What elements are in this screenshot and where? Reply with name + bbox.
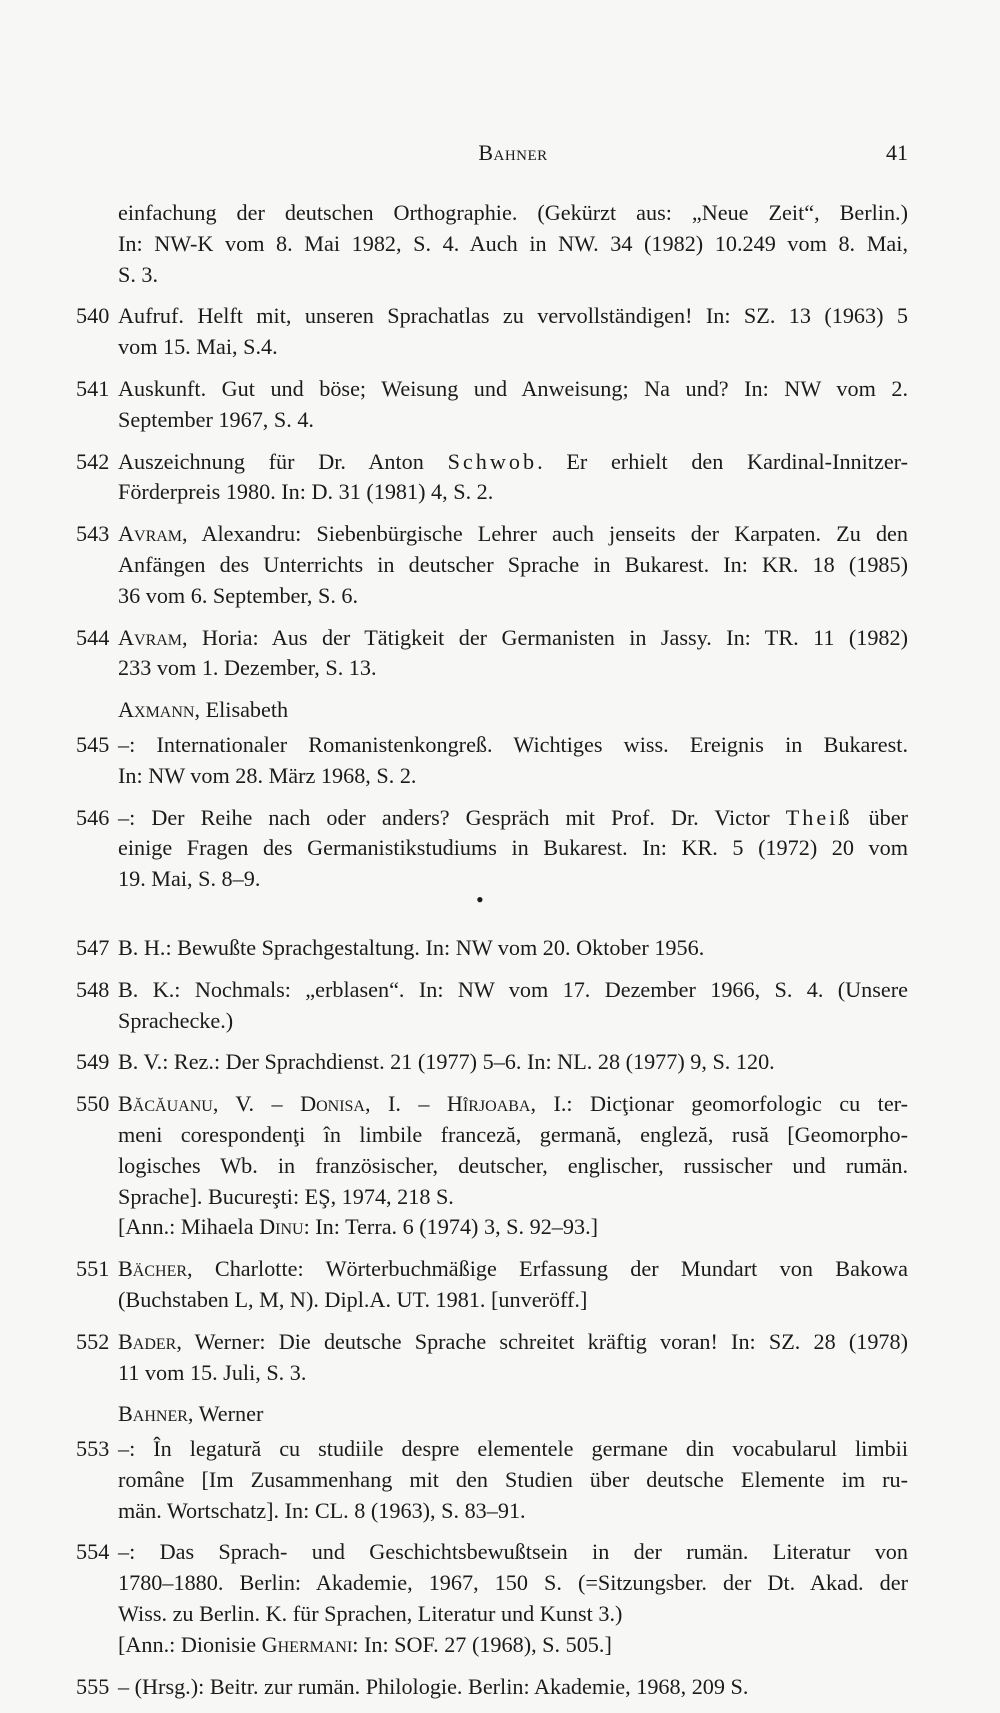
author-firstname: , Werner xyxy=(187,1401,264,1427)
annotation-line xyxy=(118,1212,908,1243)
bibliography-list xyxy=(76,198,908,1713)
entry-551 xyxy=(76,1254,908,1316)
author-name: Băcăuanu xyxy=(118,1091,213,1117)
entry-number: 541 xyxy=(76,375,110,401)
entry-line: B. K.: Nochmals: „erblasen“. In: NW vom 17. Dezember 1966, S. 4. (Unsere xyxy=(118,976,908,1002)
reviewer-name: Dinu xyxy=(259,1214,304,1240)
entry-line: (Buchstaben L, M, N). Dipl.A. UT. 1981. [unveröff.] xyxy=(118,1286,588,1312)
person-name: Schwob xyxy=(447,448,538,474)
author-name: Bader xyxy=(118,1328,177,1354)
author-name: Bahner xyxy=(118,1401,188,1427)
entry-line: S. 3. xyxy=(118,261,159,287)
entry-text: , I.: Dicţionar geomorfologic cu ter- xyxy=(530,1091,909,1117)
entry-text: [Ann.: Dionisie xyxy=(118,1631,262,1657)
entry-number: 545 xyxy=(76,731,110,757)
entry-number: 547 xyxy=(76,934,110,960)
running-header xyxy=(118,140,908,180)
entry-line xyxy=(118,447,908,478)
entry-541 xyxy=(76,374,908,436)
entry-line: In: NW-K vom 8. Mai 1982, S. 4. Auch in NW. 34 (1982) 10.249 vom 8. Mai, xyxy=(118,230,908,256)
entry-line: Sprache]. Bucureşti: EŞ, 1974, 218 S. xyxy=(118,1183,454,1209)
entry-text: , Charlotte: Wörterbuchmäßige Erfassung der Mundart von Bakowa xyxy=(187,1256,908,1282)
entry-number: 548 xyxy=(76,976,110,1002)
entry-line: române [Im Zusammenhang mit den Studien über deutsche Elemente im ru- xyxy=(118,1466,908,1492)
entry-number: 552 xyxy=(76,1328,110,1354)
entry-line: – (Hrsg.): Beitr. zur rumän. Philologie. Berlin: Akademie, 1968, 209 S. xyxy=(118,1673,749,1699)
entry-line: In: NW vom 28. März 1968, S. 2. xyxy=(118,762,417,788)
entry-line: B. H.: Bewußte Sprachgestaltung. In: NW vom 20. Oktober 1956. xyxy=(118,934,705,960)
entry-line xyxy=(118,1089,908,1120)
entry-line: logisches Wb. in französischer, deutscher, englischer, russischer und rumän. xyxy=(118,1152,908,1178)
entry-line: Wiss. zu Berlin. K. für Sprachen, Literatur und Kunst 3.) xyxy=(118,1601,623,1627)
entry-line: B. V.: Rez.: Der Sprachdienst. 21 (1977) 5–6. In: NL. 28 (1977) 9, S. 120. xyxy=(118,1049,775,1075)
author-name: Axmann xyxy=(118,697,195,723)
entry-line: einige Fragen des Germanistikstudiums in Bukarest. In: KR. 5 (1972) 20 vom xyxy=(118,835,908,861)
entry-line xyxy=(118,623,908,654)
entry-line: einfachung der deutschen Orthographie. (Gekürzt aus: „Neue Zeit“, Berlin.) xyxy=(118,200,908,225)
entry-number: 549 xyxy=(76,1049,110,1075)
entry-546 xyxy=(76,803,908,895)
entry-text: , I. – xyxy=(365,1091,447,1117)
author-heading xyxy=(76,695,908,726)
entry-line xyxy=(118,519,908,550)
author-name: Avram xyxy=(118,624,183,650)
page-number: 41 xyxy=(886,140,908,165)
entry-552 xyxy=(76,1327,908,1389)
entry-550 xyxy=(76,1089,908,1243)
entry-text: , Alexandru: Siebenbürgische Lehrer auch jenseits der Karpaten. Zu den xyxy=(182,521,908,547)
entry-line: 11 vom 15. Juli, S. 3. xyxy=(118,1359,307,1385)
entry-number: 543 xyxy=(76,521,110,547)
bullet-mark: • xyxy=(476,886,484,912)
author-firstname: , Elisabeth xyxy=(194,697,289,723)
entry-number: 550 xyxy=(76,1091,110,1117)
entry-544 xyxy=(76,623,908,685)
entry-line: Aufruf. Helft mit, unseren Sprachatlas zu vervollständigen! In: SZ. 13 (1963) 5 xyxy=(118,303,908,329)
author-name: Hîrjoaba xyxy=(446,1091,531,1117)
entry-547 xyxy=(76,933,908,964)
entry-554 xyxy=(76,1537,908,1660)
entry-line: Sprachecke.) xyxy=(118,1007,234,1033)
author-heading xyxy=(76,1399,908,1430)
entry-line: –: Das Sprach- und Geschichtsbewußtsein in der rumän. Literatur von xyxy=(118,1539,908,1565)
entry-text: , Werner: Die deutsche Sprache schreitet kräftig voran! In: SZ. 28 (1978) xyxy=(176,1328,908,1354)
entry-553 xyxy=(76,1434,908,1526)
annotation-line xyxy=(118,1630,908,1661)
entry-number: 554 xyxy=(76,1539,110,1565)
entry-number: 551 xyxy=(76,1256,110,1282)
entry-number: 546 xyxy=(76,804,110,830)
entry-text: . Er erhielt den Kardinal-Innitzer- xyxy=(537,448,909,474)
entry-number: 555 xyxy=(76,1673,110,1699)
entry-text: [Ann.: Mihaela xyxy=(118,1214,260,1240)
entry-text: , Horia: Aus der Tätigkeit der Germanisten in Jassy. In: TR. 11 (1982) xyxy=(182,624,908,650)
person-name: Theiß xyxy=(785,804,853,830)
entry-text: : In: Terra. 6 (1974) 3, S. 92–93.] xyxy=(303,1214,599,1240)
entry-545 xyxy=(76,730,908,792)
entry-line: meni corespondenţi în limbile franceză, germană, engleză, rusă [Geomorpho- xyxy=(118,1121,908,1147)
entry-line: 1780–1880. Berlin: Akademie, 1967, 150 S. (=Sitzungsber. der Dt. Akad. der xyxy=(118,1570,908,1596)
reviewer-name: Ghermani xyxy=(261,1631,353,1657)
entry-555 xyxy=(76,1672,908,1703)
entry-number: 540 xyxy=(76,303,110,329)
author-name: Donisa xyxy=(300,1091,365,1117)
author-name: Bächer xyxy=(118,1256,188,1282)
entry-line: män. Wortschatz]. In: CL. 8 (1963), S. 83–91. xyxy=(118,1497,526,1523)
entry-line: 36 vom 6. September, S. 6. xyxy=(118,582,359,608)
entry-number: 553 xyxy=(76,1436,110,1462)
entry-line: –: În legatură cu studiile despre elementele germane din vocabularul limbii xyxy=(118,1436,908,1462)
entry-line: September 1967, S. 4. xyxy=(118,406,314,432)
entry-line xyxy=(118,1327,908,1358)
entry-line: Förderpreis 1980. In: D. 31 (1981) 4, S. 2. xyxy=(118,479,494,505)
entry-line xyxy=(118,803,908,834)
entry-text: Auszeichnung für Dr. Anton xyxy=(118,448,424,474)
entry-540 xyxy=(76,301,908,363)
entry-continued xyxy=(76,198,908,290)
entry-line: –: Internationaler Romanistenkongreß. Wichtiges wiss. Ereignis in Bukarest. xyxy=(118,731,908,757)
entry-number: 544 xyxy=(76,624,110,650)
entry-number: 542 xyxy=(76,448,110,474)
entry-text: über xyxy=(868,804,909,830)
author-name: Avram xyxy=(118,521,183,547)
entry-text: –: Der Reihe nach oder anders? Gespräch mit Prof. Dr. Victor xyxy=(118,804,770,830)
entry-line: 233 vom 1. Dezember, S. 13. xyxy=(118,655,377,681)
entry-543 xyxy=(76,519,908,611)
entry-548 xyxy=(76,975,908,1037)
entry-line: Anfängen des Unterrichts in deutscher Sprache in Bukarest. In: KR. 18 (1985) xyxy=(118,551,908,577)
entry-542 xyxy=(76,447,908,509)
entry-text: , V. – xyxy=(212,1091,301,1117)
entry-line: Auskunft. Gut und böse; Weisung und Anweisung; Na und? In: NW vom 2. xyxy=(118,375,908,401)
entry-line: 19. Mai, S. 8–9. xyxy=(118,866,261,892)
entry-549 xyxy=(76,1047,908,1078)
running-title: Bahner xyxy=(478,140,548,165)
entry-line: vom 15. Mai, S.4. xyxy=(118,334,278,360)
entry-line xyxy=(118,1254,908,1285)
entry-text: : In: SOF. 27 (1968), S. 505.] xyxy=(352,1631,612,1657)
